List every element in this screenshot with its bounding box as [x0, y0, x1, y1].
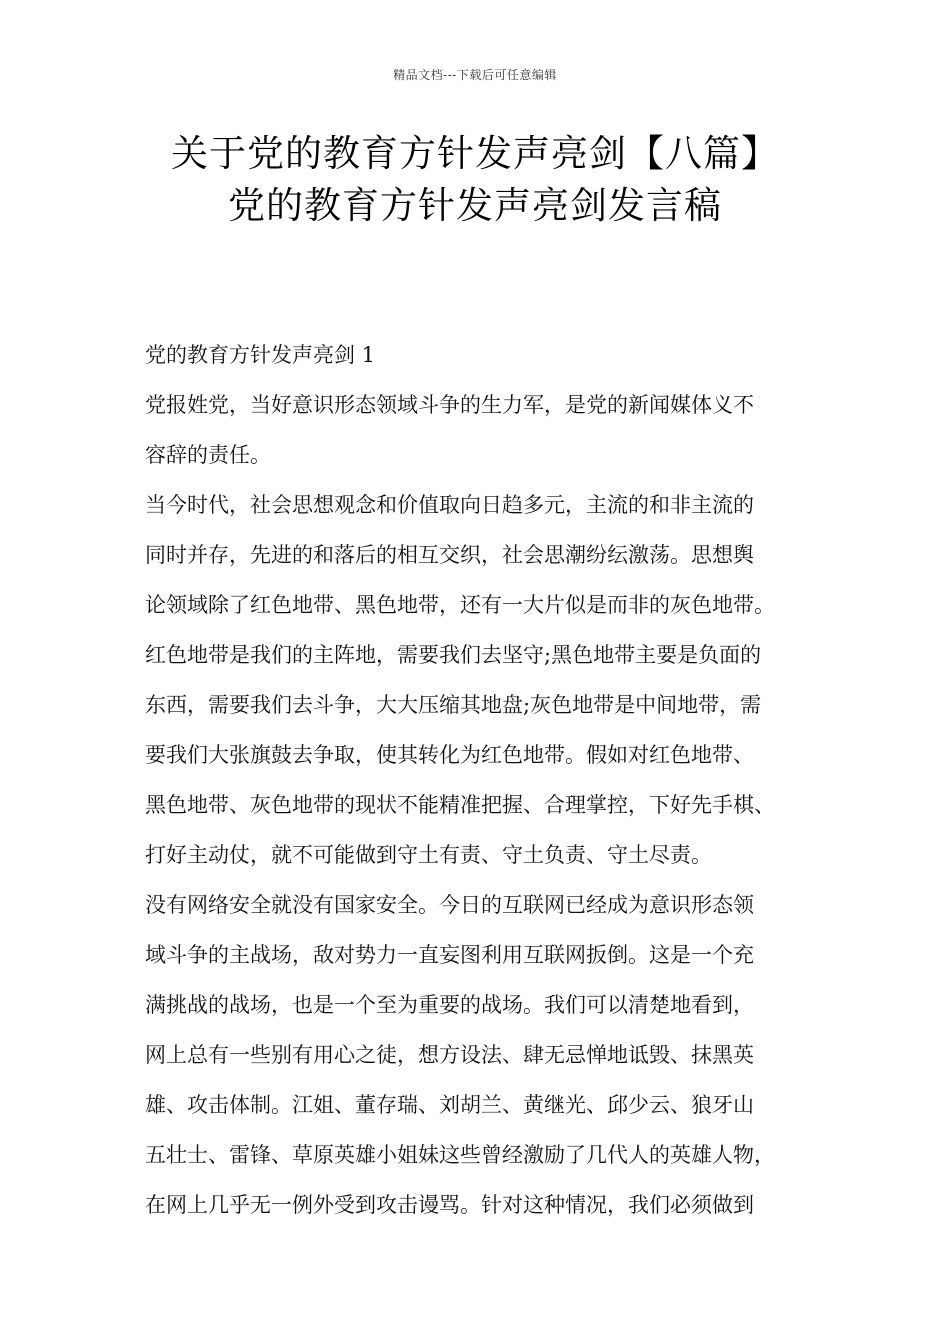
- title-line-1: 关于党的教育方针发声亮剑【八篇】: [171, 132, 779, 175]
- page-header-note: 精品文档---下载后可任意编辑: [393, 68, 557, 82]
- title-line-2: 党的教育方针发声亮剑发言稿: [228, 184, 722, 227]
- text-line: 黑色地带、灰色地带的现状不能精准把握、合理掌控，下好先手棋、: [145, 793, 775, 817]
- text-line: 当今时代，社会思想观念和价值取向日趋多元，主流的和非主流的: [145, 493, 754, 517]
- text-line: 五壮士、雷锋、草原英雄小姐妹这些曾经激励了几代人的英雄人物，: [145, 1143, 775, 1167]
- paragraph-2: [145, 480, 835, 880]
- paragraph-1: [145, 380, 835, 480]
- text-line: 在网上几乎无一例外受到攻击谩骂。针对这种情况，我们必须做到: [145, 1193, 754, 1217]
- text-line: 雄、攻击体制。江姐、董存瑞、刘胡兰、黄继光、邱少云、狼牙山: [145, 1093, 754, 1117]
- document-body: [145, 330, 835, 1230]
- text-line: 满挑战的战场，也是一个至为重要的战场。我们可以清楚地看到，: [145, 993, 754, 1017]
- text-line: 网上总有一些别有用心之徒，想方设法、肆无忌惮地诋毁、抹黑英: [145, 1043, 754, 1067]
- text-line: 党的教育方针发声亮剑 1: [145, 343, 376, 367]
- document-title: [0, 128, 950, 232]
- text-line: 同时并存，先进的和落后的相互交织，社会思潮纷纭激荡。思想舆: [145, 543, 754, 567]
- text-line: 红色地带是我们的主阵地，需要我们去坚守;黑色地带主要是负面的: [145, 643, 762, 667]
- section-heading: [145, 330, 835, 380]
- text-line: 要我们大张旗鼓去争取，使其转化为红色地带。假如对红色地带、: [145, 743, 754, 767]
- text-line: 没有网络安全就没有国家安全。今日的互联网已经成为意识形态领: [145, 893, 754, 917]
- paragraph-3: [145, 880, 835, 1230]
- text-line: 东西，需要我们去斗争，大大压缩其地盘;灰色地带是中间地带，需: [145, 693, 762, 717]
- text-line: 容辞的责任。: [145, 443, 271, 467]
- text-line: 打好主动仗，就不可能做到守土有责、守土负责、守土尽责。: [145, 843, 712, 867]
- text-line: 域斗争的主战场，敌对势力一直妄图利用互联网扳倒。这是一个充: [145, 943, 754, 967]
- text-line: 党报姓党，当好意识形态领域斗争的生力军，是党的新闻媒体义不: [145, 393, 754, 417]
- text-line: 论领域除了红色地带、黑色地带，还有一大片似是而非的灰色地带。: [145, 593, 775, 617]
